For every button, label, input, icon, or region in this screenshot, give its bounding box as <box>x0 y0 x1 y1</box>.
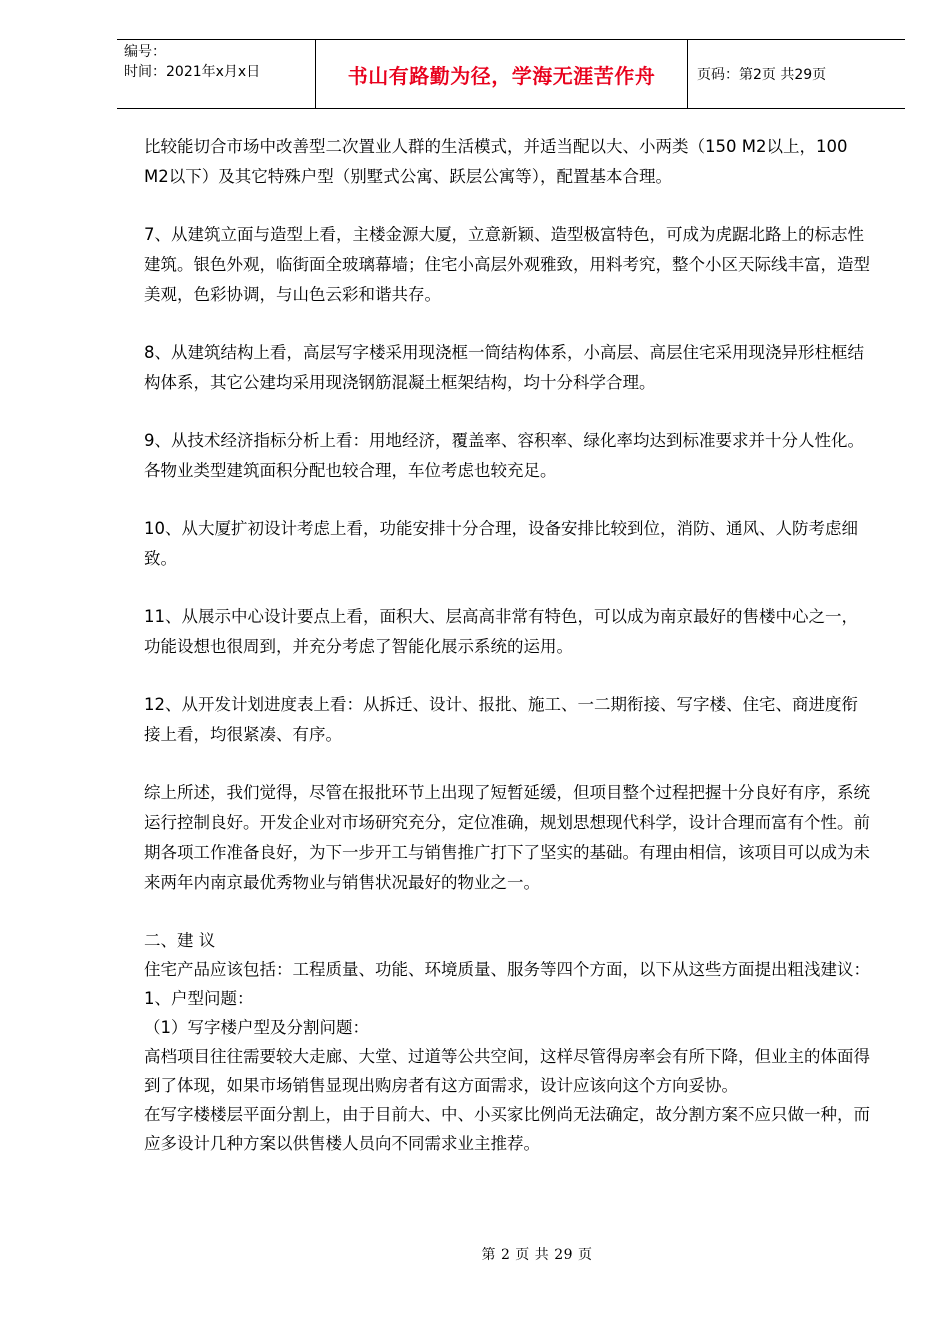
section-intro: 住宅产品应该包括：工程质量、功能、环境质量、服务等四个方面，以下从这些方面提出粗浅建议： <box>144 960 870 979</box>
paragraph-gap <box>144 750 874 778</box>
page-header <box>117 39 905 109</box>
paragraph-8: 8、从建筑结构上看，高层写字楼采用现浇框一筒结构体系，小高层、高层住宅采用现浇异形柱框结构体系，其它公建均采用现浇钢筋混凝土框架结构，均十分科学合理。 <box>144 343 864 392</box>
paragraph-intro: 比较能切合市场中改善型二次置业人群的生活模式，并适当配以大、小两类（150 M2以上，100 M2以下）及其它特殊户型（别墅式公寓、跃层公寓等），配置基本合理。 <box>144 137 848 186</box>
paragraph-7: 7、从建筑立面与造型上看，主楼金源大厦，立意新颖、造型极富特色，可成为虎踞北路上的标志性建筑。银色外观，临街面全玻璃幕墙；住宅小高层外观雅致，用料考究，整个小区天际线丰富，造型美观，色彩协调，与山色云彩和谐共存。 <box>144 225 870 304</box>
paragraph-9: 9、从技术经济指标分析上看：用地经济，覆盖率、容积率、绿化率均达到标准要求并十分人性化。各物业类型建筑面积分配也较合理，车位考虑也较充足。 <box>144 431 864 480</box>
header-page-label: 页码：第2页 共29页 <box>697 67 827 83</box>
document-number-label: 编号： <box>124 44 166 60</box>
paragraph-gap <box>144 398 874 426</box>
section-paragraph-1: 高档项目往往需要较大走廊、大堂、过道等公共空间，这样尽管得房率会有所下降，但业主的体面得到了体现，如果市场销售显现出购房者有这方面需求，设计应该向这个方向妥协。 <box>144 1047 870 1095</box>
paragraph-gap <box>144 192 874 220</box>
section-paragraph-2: 在写字楼楼层平面分割上，由于目前大、中、小买家比例尚无法确定，故分割方案不应只做一种，而应多设计几种方案以供售楼人员向不同需求业主推荐。 <box>144 1105 870 1153</box>
paragraph-gap <box>144 310 874 338</box>
paragraph-11: 11、从展示中心设计要点上看，面积大、层高高非常有特色，可以成为南京最好的售楼中心之一，功能设想也很周到，并充分考虑了智能化展示系统的运用。 <box>144 607 858 656</box>
header-motto: 书山有路勤为径，学海无涯苦作舟 <box>316 40 688 108</box>
paragraph-summary: 综上所述，我们觉得，尽管在报批环节上出现了短暂延缓，但项目整个过程把握十分良好有序，系统运行控制良好。开发企业对市场研究充分，定位准确，规划思想现代科学，设计合理而富有个性。前期各项工作准备良好，为下一步开工与销售推广打下了坚实的基础。有理由相信，该项目可以成为未来两年内南京最优秀物业与销售状况最好的物业之一。 <box>144 783 870 892</box>
section-item-1: 1、户型问题： <box>144 989 254 1008</box>
section-item-1-1: （1）写字楼户型及分割问题： <box>144 1018 369 1037</box>
paragraph-gap <box>144 662 874 690</box>
section-heading: 二、建 议 <box>144 931 216 950</box>
header-meta-cell <box>117 40 316 108</box>
paragraph-12: 12、从开发计划进度表上看：从拆迁、设计、报批、施工、一二期衔接、写字楼、住宅、商进度衔接上看，均很紧凑、有序。 <box>144 695 858 744</box>
paragraph-gap <box>144 898 874 926</box>
paragraph-10: 10、从大厦扩初设计考虑上看，功能安排十分合理，设备安排比较到位，消防、通风、人防考虑细致。 <box>144 519 858 568</box>
document-body <box>144 132 874 1158</box>
paragraph-gap <box>144 486 874 514</box>
page-footer: 第 2 页 共 29 页 <box>481 1247 593 1263</box>
paragraph-gap <box>144 574 874 602</box>
document-time-label: 时间：2021年x月x日 <box>124 64 261 80</box>
